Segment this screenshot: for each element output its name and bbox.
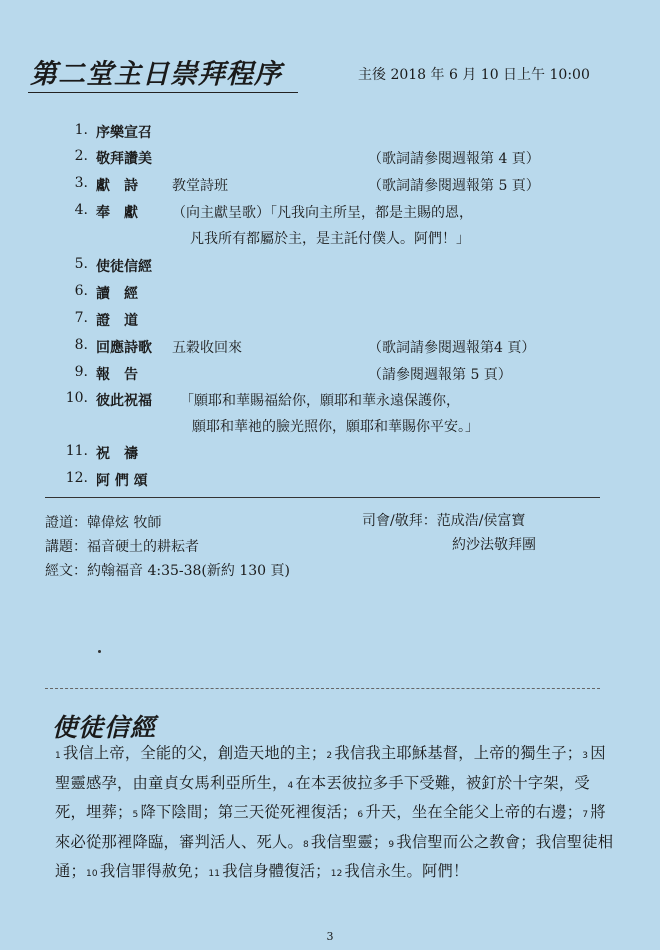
program-item-note: （歌詞請參閱週報第 4 頁）	[368, 151, 540, 167]
program-item-number: 4.	[74, 202, 88, 218]
creed-text	[55, 740, 615, 888]
creed-verse-number: 3	[582, 751, 589, 761]
creed-verse-number: 7	[582, 810, 589, 820]
program-item-number: 1.	[74, 122, 88, 138]
creed-verse-text: 我信上帝，全能的父，創造天地的主；	[62, 744, 327, 762]
creed-verse-text: 在本丟彼拉多手下受難，被釘於十字架，受死，埋葬；	[55, 773, 590, 821]
program-item-note: （請參閱週報第 5 頁）	[368, 367, 512, 383]
scripture-reading: 經文：約翰福音 4:35-38(新約 130 頁)	[45, 563, 290, 579]
program-item-number: 2.	[74, 148, 88, 164]
preacher: 證道：韓偉炫 牧師	[45, 515, 162, 531]
creed-verse-number: 5	[132, 810, 139, 820]
program-item-name: 讀 經	[96, 286, 138, 302]
program-item-description-line2: 凡我所有都屬於主，是主託付僕人。阿們！」	[190, 231, 470, 247]
creed-verse-text: 升天，坐在全能父上帝的右邊；	[365, 803, 583, 821]
creed-verse-number: 2	[326, 751, 333, 761]
program-item-description-line2: 願耶和華祂的臉光照你，願耶和華賜你平安。」	[192, 419, 479, 435]
page-number: 3	[326, 930, 334, 943]
program-item-description: 教堂詩班	[172, 178, 228, 194]
program-item-description: （向主獻呈歌）「凡我向主所呈，都是主賜的恩，	[172, 205, 473, 221]
worship-team: 約沙法敬拜團	[452, 537, 536, 553]
creed-verse-text: 我信罪得赦免；	[99, 862, 209, 880]
program-item-name: 報 告	[96, 367, 138, 383]
dot-mark	[98, 650, 101, 653]
program-item-note: （歌詞請參閱週報第4 頁）	[368, 340, 536, 356]
creed-verse-number: 10	[86, 869, 98, 879]
sermon-topic: 講題：福音硬土的耕耘者	[45, 539, 199, 555]
program-item-number: 11.	[65, 443, 88, 459]
page-title: 第二堂主日崇拜程序	[30, 59, 282, 90]
program-item-name: 使徒信經	[96, 259, 152, 275]
program-item-number: 3.	[74, 175, 88, 191]
program-item-name: 序樂宣召	[96, 125, 152, 141]
creed-verse-text: 我信身體復活；	[222, 862, 331, 880]
program-item-name: 祝 禱	[96, 446, 138, 462]
program-item-number: 5.	[74, 256, 88, 272]
creed-verse-text: 降下陰間；第三天從死裡復活；	[140, 803, 358, 821]
creed-verse-number: 8	[302, 839, 309, 850]
program-item-description: 「願耶和華賜福給你，願耶和華永遠保護你，	[180, 393, 460, 409]
creed-verse-number: 1	[55, 751, 61, 761]
service-date: 主後 2018 年 6 月 10 日上午 10:00	[358, 67, 590, 83]
program-item-number: 8.	[74, 337, 88, 353]
creed-verse-number: 4	[287, 780, 294, 791]
creed-verse-text: 因聖靈感孕，由童貞女馬利亞所生，	[55, 744, 606, 792]
divider	[45, 497, 600, 498]
program-item-number: 12.	[65, 470, 88, 486]
creed-verse-number: 11	[208, 869, 221, 879]
creed-verse-number: 9	[388, 839, 395, 850]
program-item-number: 10.	[65, 390, 88, 406]
title-underline	[28, 92, 298, 93]
creed-title: 使徒信經	[52, 713, 157, 742]
program-item-number: 6.	[74, 283, 88, 299]
host-worship-leaders: 司會/敬拜：范成浩/侯富寶	[362, 513, 526, 529]
program-item-name: 阿 們 頌	[96, 473, 148, 489]
creed-verse-text: 將來必從那裡降臨，審判活人、死人。	[55, 803, 606, 851]
program-item-description: 五穀收回來	[172, 340, 242, 356]
creed-verse-text: 我信永生。阿們！	[344, 862, 469, 880]
program-item-name: 獻 詩	[96, 178, 138, 194]
program-item-name: 奉 獻	[96, 205, 138, 221]
creed-verse-number: 6	[357, 810, 364, 820]
creed-verse-text: 我信我主耶穌基督，上帝的獨生子；	[334, 744, 583, 762]
program-item-number: 9.	[74, 364, 88, 380]
program-item-name: 彼此祝福	[96, 393, 152, 409]
creed-verse-number: 12	[330, 869, 343, 879]
program-item-number: 7.	[74, 310, 88, 326]
program-item-name: 敬拜讚美	[96, 151, 152, 167]
dashed-divider	[45, 688, 600, 689]
creed-verse-text: 我信聖靈；	[310, 832, 389, 851]
program-item-name: 回應詩歌	[96, 340, 152, 356]
program-item-name: 證 道	[96, 313, 138, 329]
creed-verse-text: 我信聖而公之教會；我信聖徒相通；	[55, 832, 614, 880]
program-item-note: （歌詞請參閱週報第 5 頁）	[368, 178, 540, 194]
